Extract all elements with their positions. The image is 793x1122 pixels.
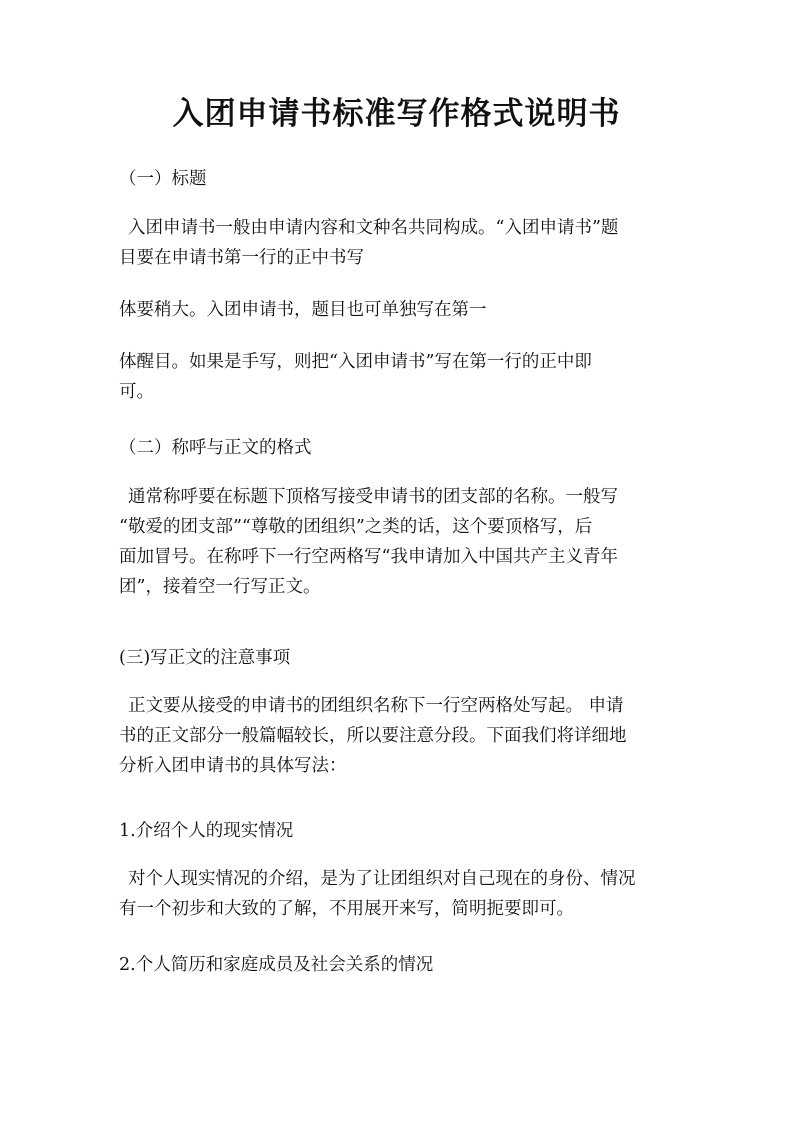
paragraph-line: 通常称呼要在标题下顶格写接受申请书的团支部的名称。一般写 [128, 487, 618, 507]
section2-paragraph [119, 482, 679, 602]
paragraph-line: 书的正文部分一般篇幅较长，所以要注意分段。下面我们将详细地 [119, 726, 627, 746]
paragraph-line: “敬爱的团支部”“尊敬的团组织”之类的话，这个要顶格写，后 [119, 517, 593, 537]
paragraph-line: 体醒目。如果是手写，则把“入团申请书”写在第一行的正中即 [119, 352, 592, 372]
document-title: 入团申请书标准写作格式说明书 [172, 96, 621, 132]
paragraph-line: 对个人现实情况的介绍，是为了让团组织对自己现在的身份、情况 [128, 869, 636, 889]
paragraph-line: 目要在申请书第一行的正中书写 [119, 248, 364, 268]
section1-paragraph-3 [119, 347, 679, 407]
section3-paragraph [119, 691, 679, 781]
item1-heading: 1.介绍个人的现实情况 [119, 821, 294, 841]
paragraph-line: 入团申请书一般由申请内容和文种名共同构成。“入团申请书”题 [128, 218, 619, 238]
section1-paragraph-1 [119, 213, 679, 273]
paragraph-line: 面加冒号。在称呼下一行空两格写“我申请加入中国共产主义青年 [119, 547, 618, 567]
section1-heading: （一）标题 [119, 169, 207, 189]
section3-heading: (三)写正文的注意事项 [119, 648, 291, 668]
item1-paragraph [119, 864, 679, 924]
paragraph-line: 可。 [119, 382, 154, 402]
paragraph-line: 团”，接着空一行写正文。 [119, 577, 321, 597]
paragraph-line: 正文要从接受的申请书的团组织名称下一行空两格处写起。 申请 [128, 696, 624, 716]
section1-paragraph-2: 体要稍大。入团申请书，题目也可单独写在第一 [119, 300, 487, 320]
paragraph-line: 分析入团申请书的具体写法： [119, 756, 347, 776]
item2-heading: 2.个人简历和家庭成员及社会关系的情况 [119, 955, 434, 975]
section2-heading: （二）称呼与正文的格式 [119, 438, 312, 458]
paragraph-line: 有一个初步和大致的了解，不用展开来写，简明扼要即可。 [119, 899, 574, 919]
